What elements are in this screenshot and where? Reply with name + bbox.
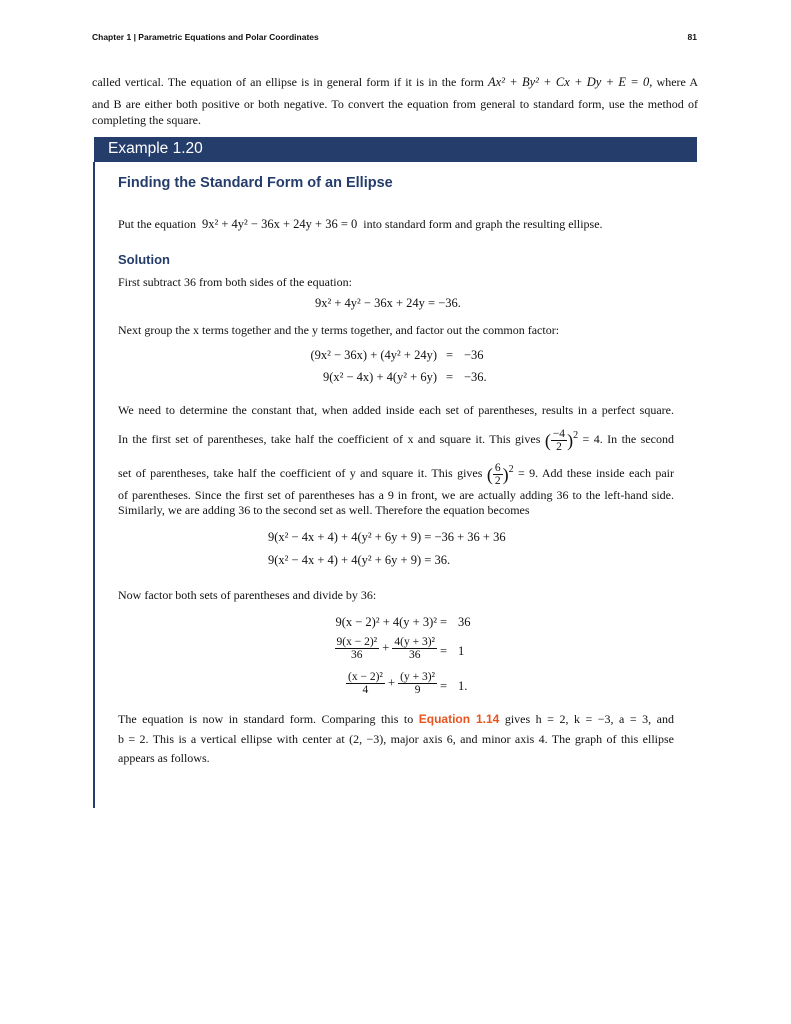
denominator: 9 (414, 684, 421, 696)
equation-3a: 9(x² − 4x + 4) + 4(y² + 6y + 9) = −36 + 36 + 36 (268, 530, 506, 544)
equation-1: 9x² + 4y² − 36x + 24y = −36. (315, 296, 461, 310)
text: The equation is now in standard form. Comparing this to (118, 712, 414, 726)
general-form-equation: Ax² + By² + Cx + Dy + E = 0, (488, 75, 653, 89)
denominator: 36 (351, 649, 363, 661)
equation-4a-right: 36 (458, 615, 471, 629)
equation-3b: 9(x² − 4x + 4) + 4(y² + 6y + 9) = 36. (268, 553, 451, 567)
numerator: −4 (552, 427, 566, 440)
numerator: 9(x − 2)² (336, 636, 378, 648)
equation-2b-right: −36. (464, 370, 487, 384)
example-header (94, 137, 697, 162)
denominator: 4 (362, 684, 369, 696)
fraction-squared: ( $\frac{6}{2}$ )$^2$ = 9. (486, 461, 539, 487)
equals: = (440, 615, 448, 629)
conclusion-1 (118, 712, 674, 726)
result: = 4. (582, 432, 603, 446)
text: called vertical. The equation of an ellipse is in general form if it is in the form (92, 75, 484, 89)
example-label: Example 1.20 (108, 140, 203, 157)
equals: = (446, 348, 454, 362)
chapter-header: Chapter 1 | Parametric Equations and Polar Coordinates (92, 32, 319, 42)
para-3 (118, 460, 674, 487)
prompt-equation: 9x² + 4y² − 36x + 24y + 36 = 0 (202, 217, 358, 231)
denominator: 2 (556, 440, 562, 453)
prompt (118, 217, 674, 231)
step-2: Next group the x terms together and the y terms together, and factor out the common factor: (118, 323, 560, 337)
text: In the second (607, 432, 674, 446)
numerator: (x − 2)² (348, 671, 383, 683)
equals: = (440, 679, 448, 693)
para-2 (118, 426, 674, 453)
text: gives h = 2, k = −3, a = 3, and (504, 712, 674, 726)
para-4: of parentheses. Since the first set of parentheses has a 9 in front, we are actually adding 36 to the left-hand side. (118, 488, 674, 502)
text: Put the equation (118, 217, 196, 231)
plus: + (382, 640, 390, 655)
page-number: 81 (687, 32, 697, 42)
text: set of parentheses, take half the coefficient of y and square it. This gives (118, 466, 483, 480)
result: = 9. (517, 466, 539, 480)
equation-2a-right: −36 (464, 348, 484, 362)
equation-4b-right: 1 (458, 644, 465, 658)
text: Add these inside each pair (541, 466, 675, 480)
text: In the first set of parentheses, take half the coefficient of x and square it. This gives (118, 432, 541, 446)
para-5: Similarly, we are adding 36 to the second set as well. Therefore the equation becomes (118, 503, 530, 517)
denominator: 36 (408, 649, 421, 661)
equation-4a-left: 9(x − 2)² + 4(y + 3)² (335, 615, 437, 629)
numerator: 4(y + 3)² (394, 636, 435, 648)
text: where A (656, 75, 699, 89)
text: into standard form and graph the resulting ellipse. (363, 217, 603, 231)
fraction-squared: ( $\frac{-4}{2}$ )$^2$ = 4. (544, 427, 603, 453)
numerator: (y + 3)² (400, 671, 435, 683)
equation-2b-left: 9(x² − 4x) + 4(y² + 6y) (322, 370, 437, 384)
equals: = (446, 370, 454, 384)
example-title: Finding the Standard Form of an Ellipse (118, 175, 393, 191)
equation-4c-right: 1. (458, 679, 468, 693)
equals: = (440, 644, 448, 658)
solution-heading: Solution (118, 252, 170, 267)
intro-line-2: and B are either both positive or both negative. To convert the equation from general to standard form, use the method of (92, 97, 698, 111)
para-1: We need to determine the constant that, when added inside each set of parentheses, results in a perfect square. (118, 403, 674, 417)
numerator: 6 (494, 461, 501, 474)
conclusion-2: b = 2. This is a vertical ellipse with center at (2, −3), major axis 6, and minor axis 4. The graph of this ellipse (118, 732, 674, 746)
step-1: First subtract 36 from both sides of the equation: (118, 275, 352, 289)
intro-line-1 (92, 75, 698, 89)
conclusion-3: appears as follows. (118, 751, 210, 765)
example-border (93, 162, 95, 808)
intro-line-3: completing the square. (92, 113, 201, 127)
equation-2a-left: (9x² − 36x) + (4y² + 24y) (310, 348, 437, 362)
equation-link[interactable]: Equation 1.14 (418, 712, 500, 726)
equation-4c-left (346, 671, 437, 696)
denominator: 2 (494, 474, 501, 487)
equation-4b-left (335, 636, 438, 661)
plus: + (387, 675, 396, 690)
step-3: Now factor both sets of parentheses and divide by 36: (118, 588, 377, 602)
